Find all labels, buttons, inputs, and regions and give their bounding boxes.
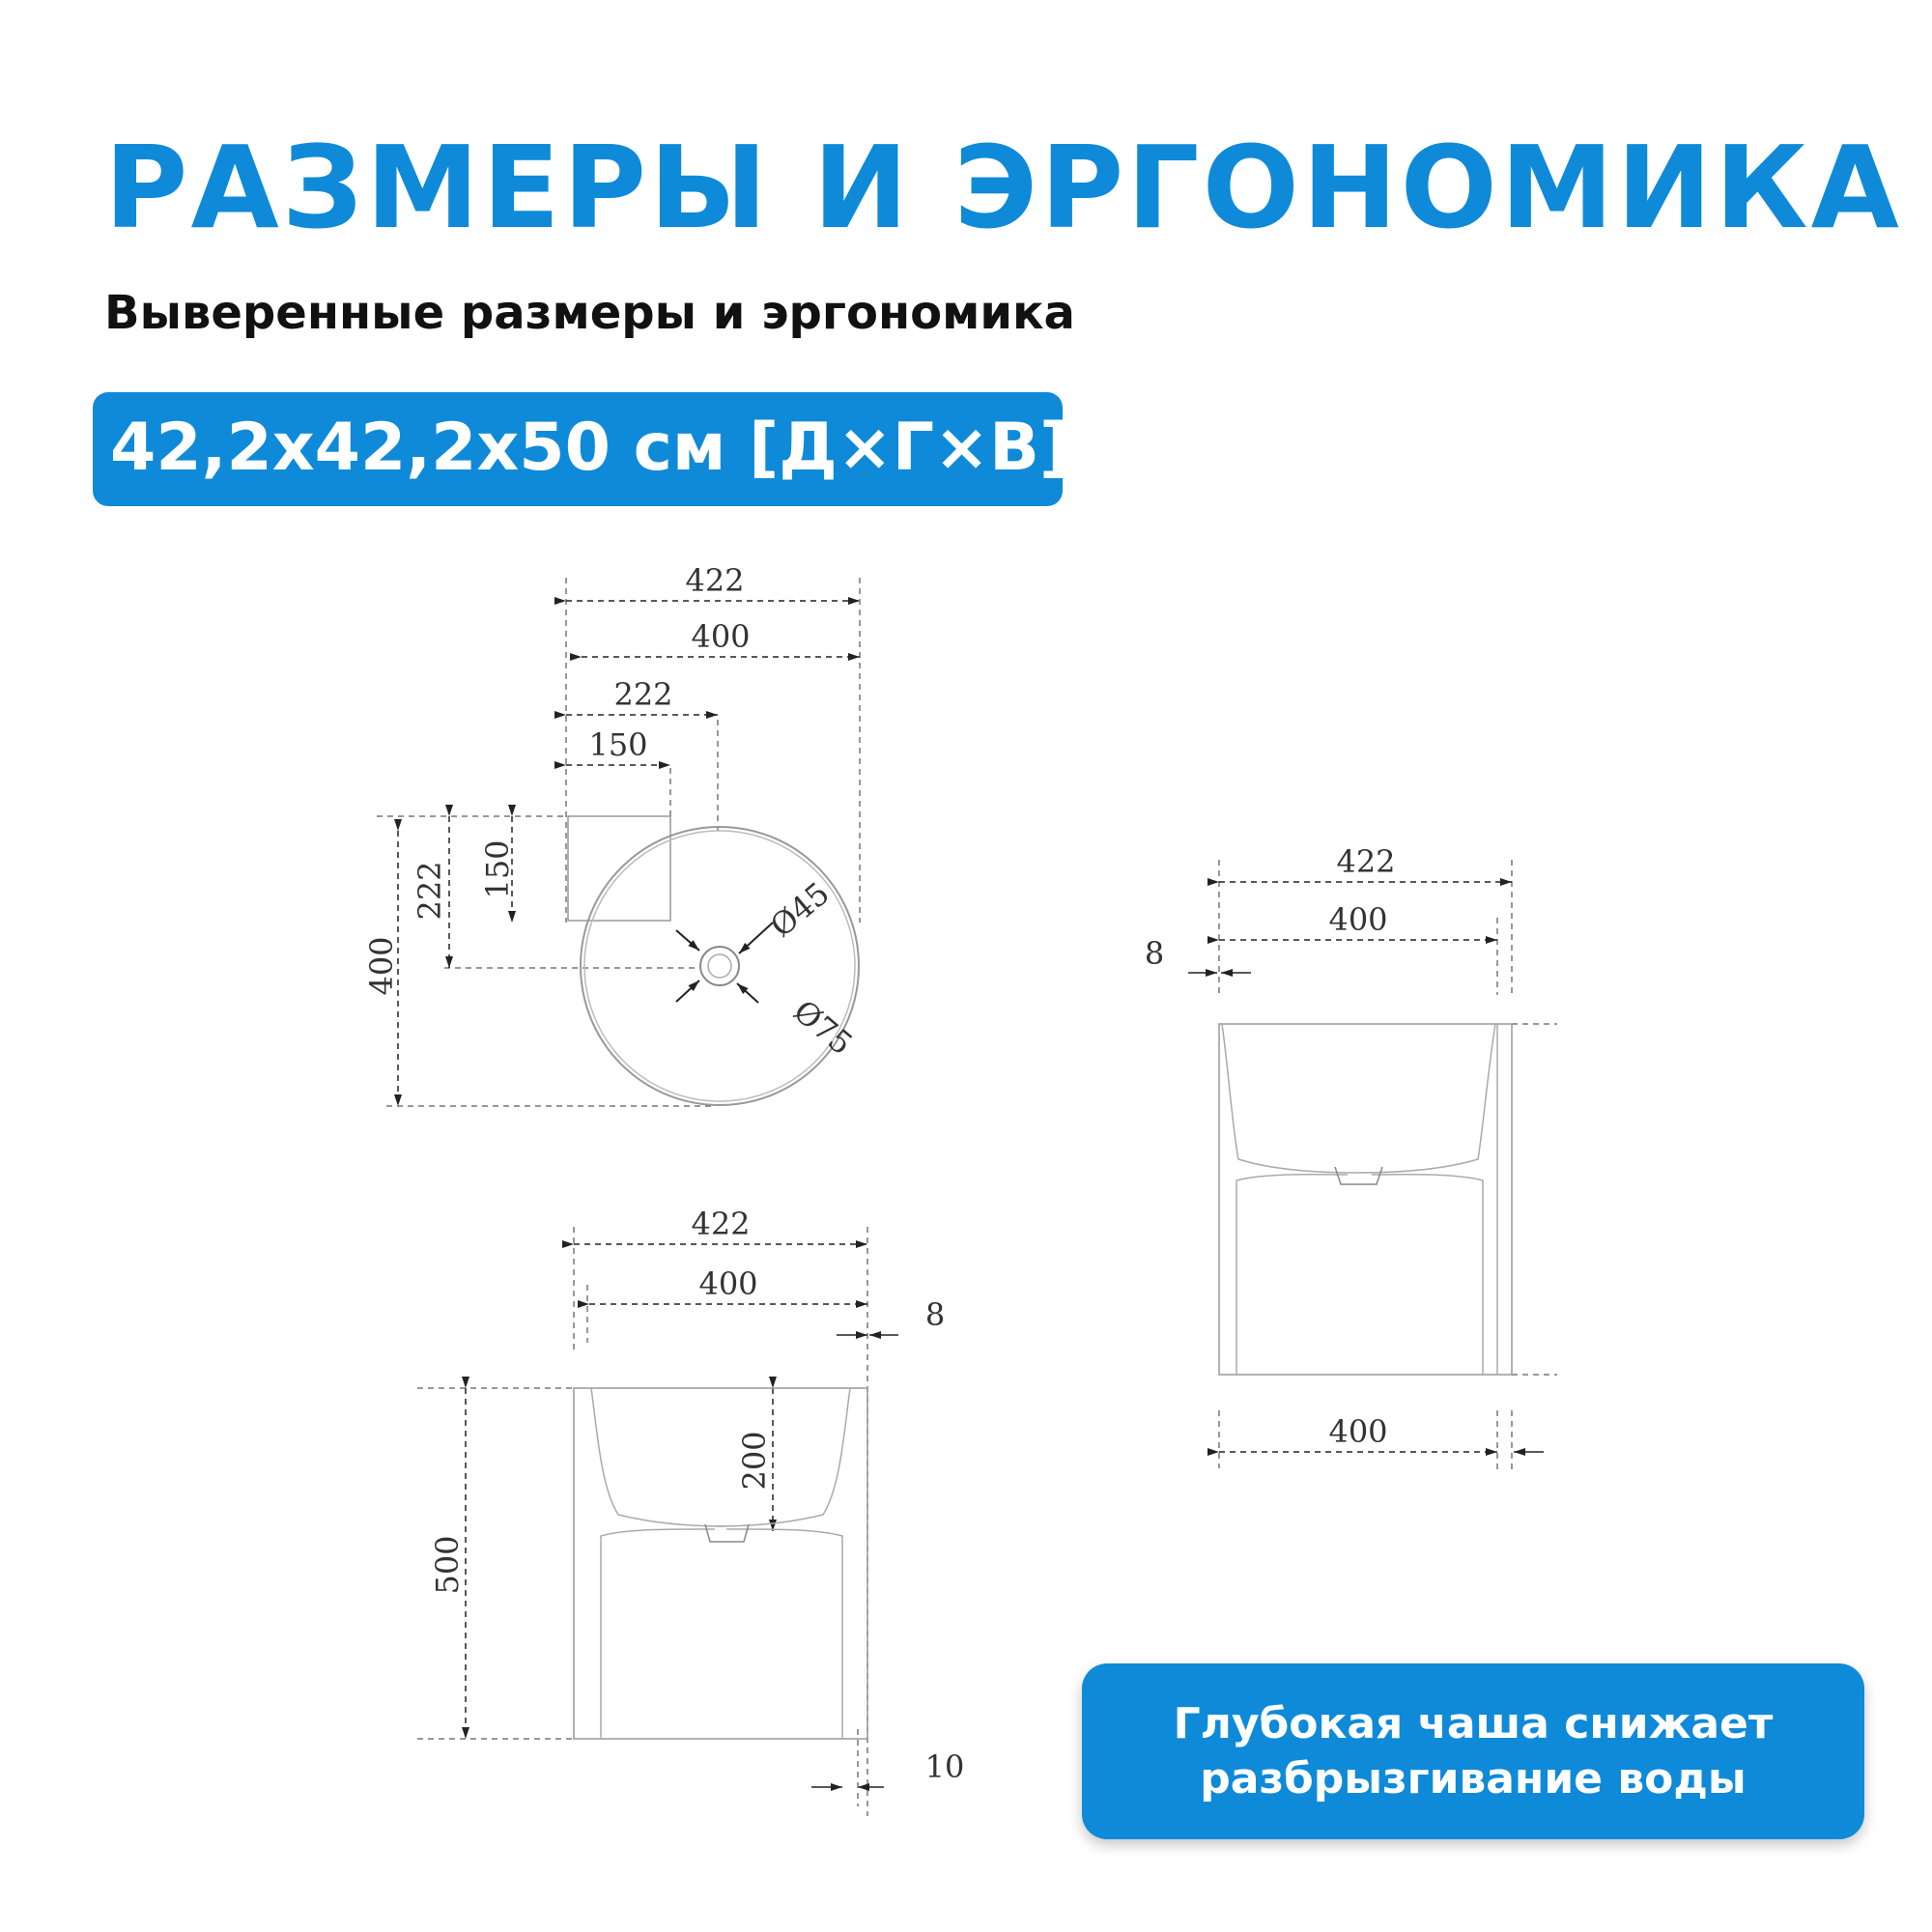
top-dim-150: 150 <box>588 726 648 763</box>
page-title: РАЗМЕРЫ И ЭРГОНОМИКА <box>104 121 1902 254</box>
top-view <box>377 578 860 1106</box>
front-dim-8: 8 <box>924 1296 946 1333</box>
side-view <box>1188 860 1557 1473</box>
front-dim-422: 422 <box>691 1206 751 1242</box>
side-dim-422: 422 <box>1336 843 1396 880</box>
front-dim-500: 500 <box>429 1535 466 1595</box>
top-dim-d75: Ø75 <box>786 992 860 1063</box>
feature-note-text: Глубокая чаша снижает разбрызгивание воды <box>1173 1698 1774 1804</box>
page-subtitle: Выверенные размеры и эргономика <box>104 286 1075 340</box>
size-badge-label: 42,2x42,2x50 см [Д×Г×В] <box>110 410 1069 486</box>
side-dim-400: 400 <box>1328 901 1388 938</box>
top-dim-v150: 150 <box>479 839 516 899</box>
side-dim-8: 8 <box>1144 935 1165 972</box>
feature-note <box>1082 1663 1864 1839</box>
top-dim-v400: 400 <box>363 936 400 996</box>
top-dim-400: 400 <box>691 618 751 655</box>
front-view <box>417 1227 898 1816</box>
top-dim-422: 422 <box>685 562 745 599</box>
front-dim-400: 400 <box>698 1265 758 1302</box>
top-dim-v222: 222 <box>412 861 448 921</box>
top-dim-d45: Ø45 <box>763 874 837 945</box>
side-dim-bottom-400: 400 <box>1328 1413 1388 1450</box>
front-dim-200: 200 <box>736 1431 773 1491</box>
front-dim-10: 10 <box>924 1748 965 1785</box>
top-dim-222: 222 <box>613 676 673 713</box>
